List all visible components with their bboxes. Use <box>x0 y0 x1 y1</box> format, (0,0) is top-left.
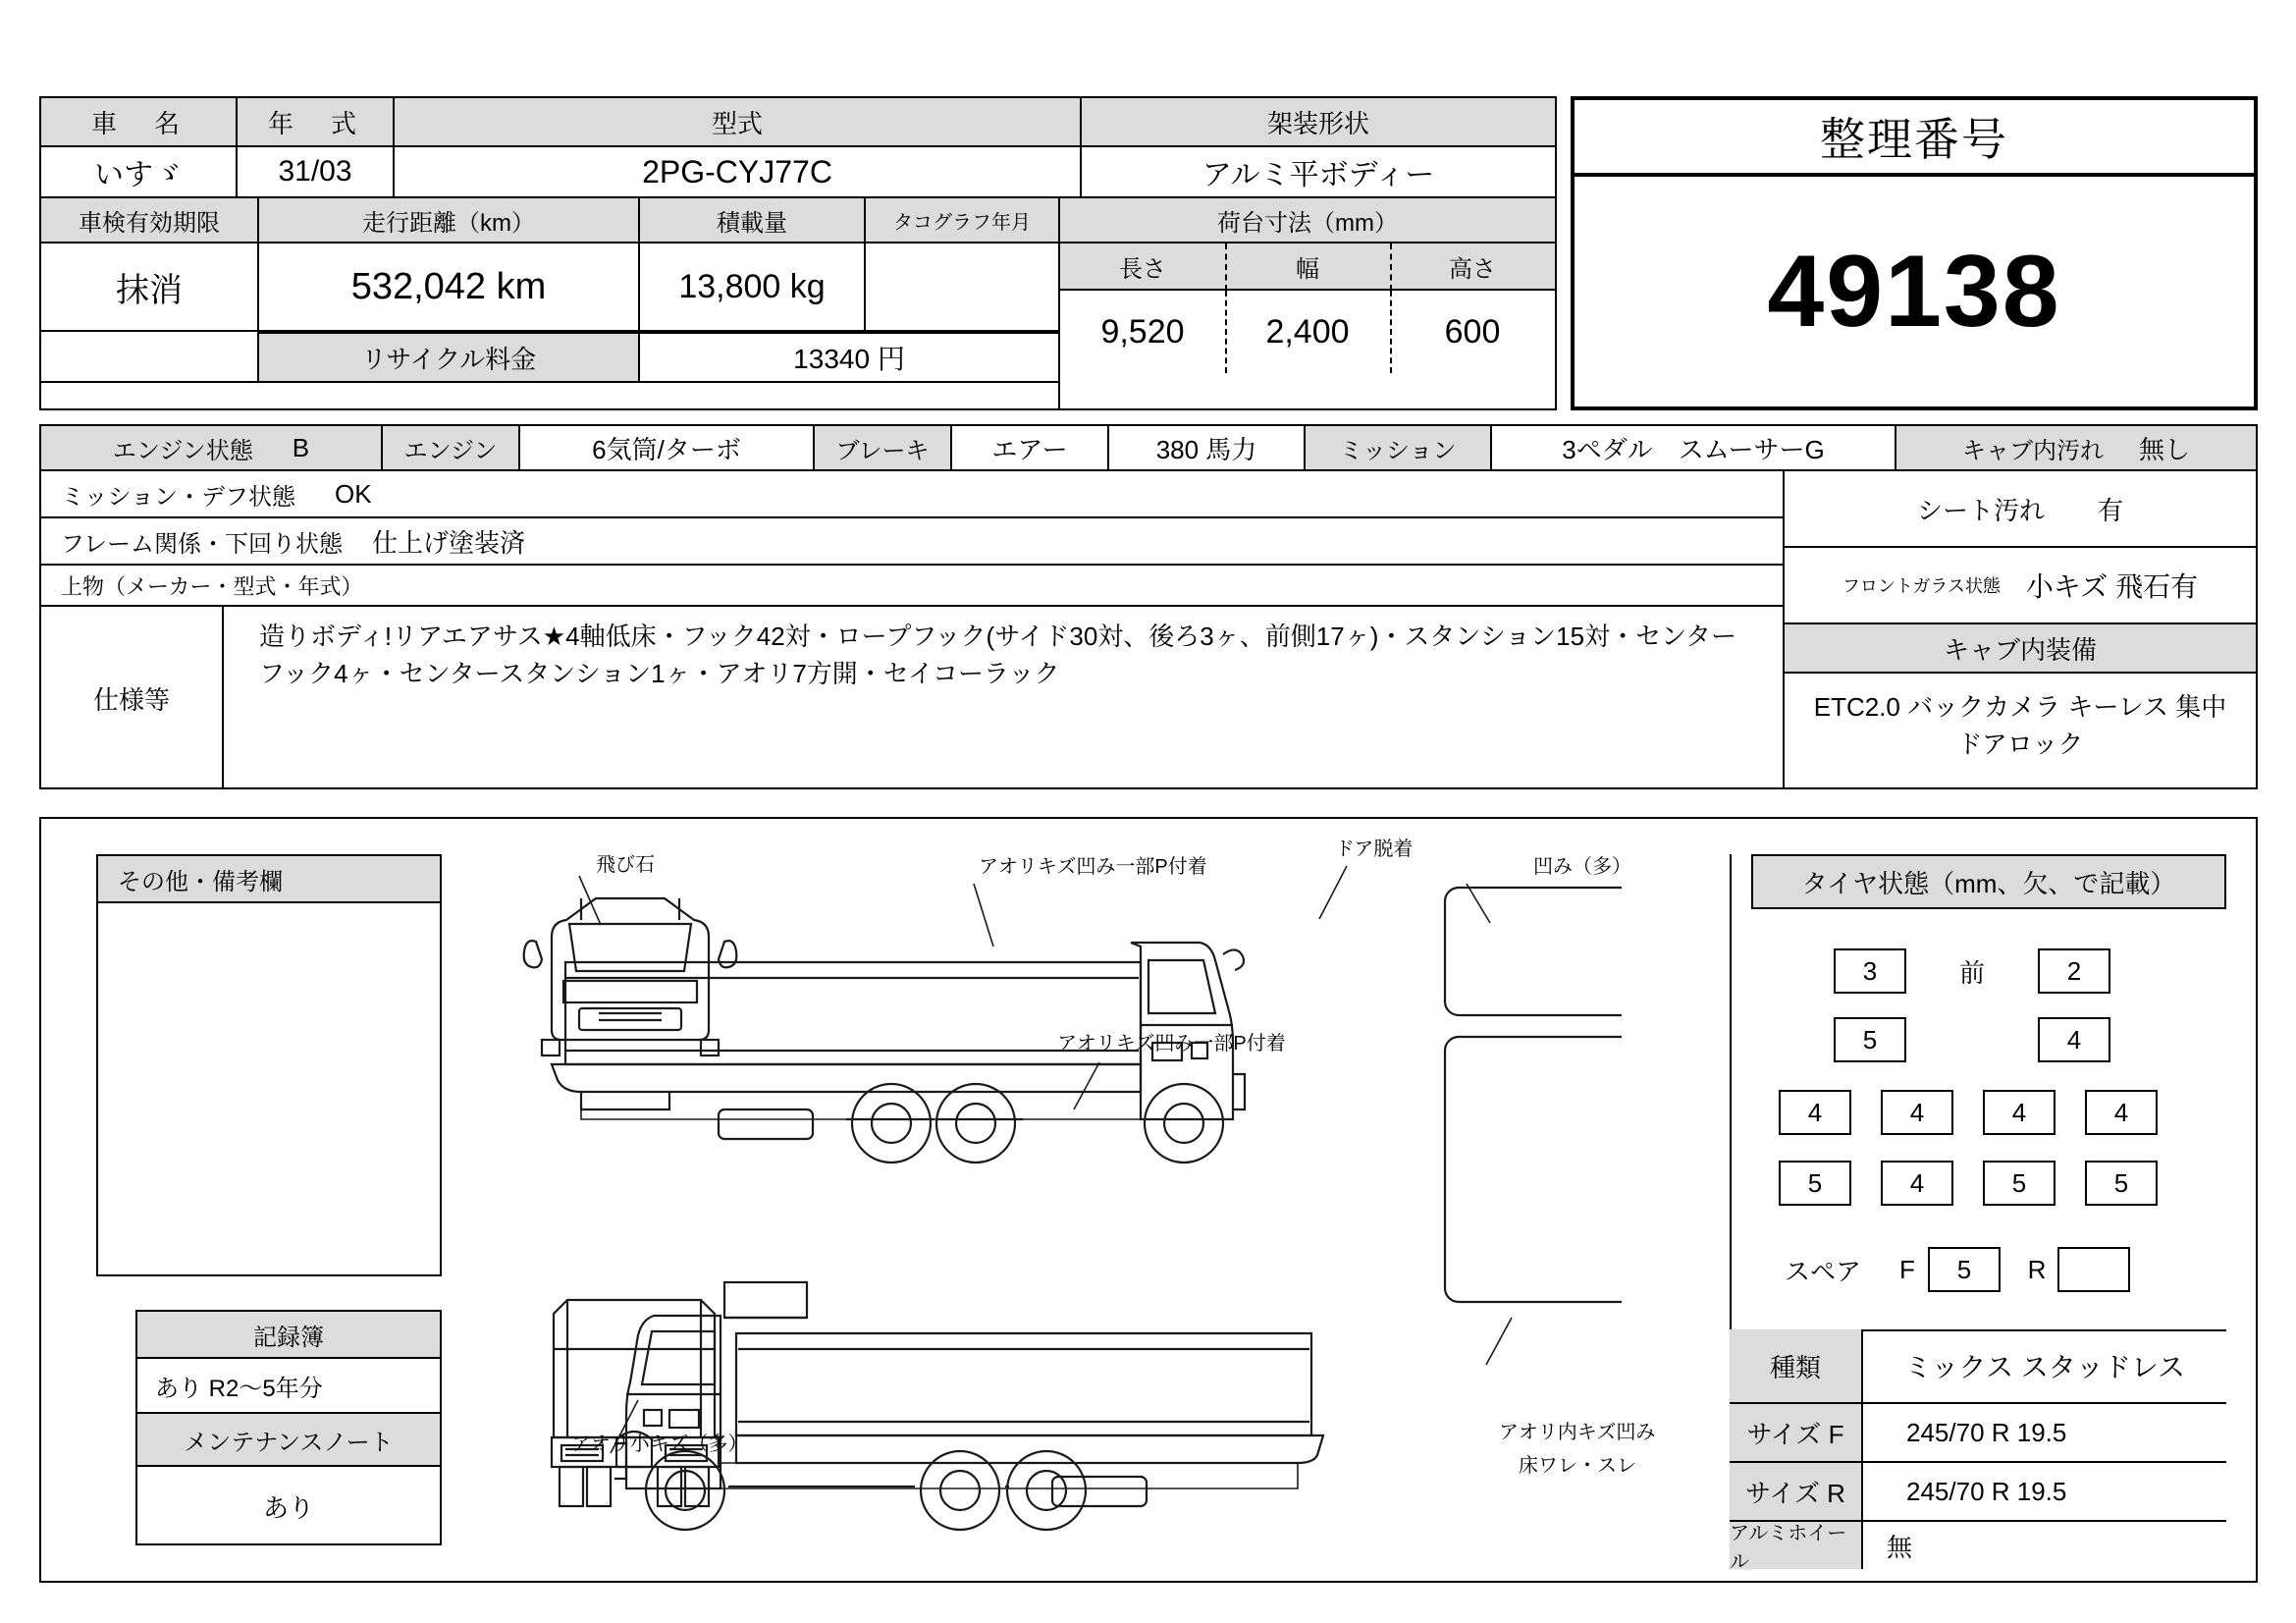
value-other-notes <box>98 903 440 1276</box>
label-body-shape: 架装形状 <box>1082 98 1555 147</box>
management-number-value: 49138 <box>1767 234 2061 349</box>
label-tire-type: 種類 <box>1730 1329 1863 1404</box>
tire-cell-6: 4 <box>1881 1090 1953 1135</box>
value-recycle-fee: 13340 円 <box>640 332 1060 381</box>
label-door: ドア脱着 <box>1335 839 1414 860</box>
value-tachograph <box>866 243 1060 332</box>
tire-cell-3: 5 <box>1834 1017 1906 1062</box>
value-size-rear: 245/70 R 19.5 <box>1863 1463 2226 1522</box>
label-alloy-wheel: アルミホイール <box>1730 1522 1863 1569</box>
frame-row: フレーム関係・下回り状態 仕上げ塗装済 <box>41 518 1785 566</box>
label-shiyou: 仕様等 <box>41 607 224 789</box>
value-tire-type: ミックス スタッドレス <box>1863 1329 2226 1404</box>
value-bed-length: 9,520 <box>1100 312 1185 351</box>
tire-cell-1: 3 <box>1834 948 1906 994</box>
label-car-name: 車 名 <box>41 98 238 147</box>
tire-cell-4: 4 <box>2038 1017 2110 1062</box>
label-flying-stone: 飛び石 <box>596 854 655 876</box>
label-record-book: 記録簿 <box>137 1312 440 1359</box>
value-car-name: いすゞ <box>41 147 238 198</box>
label-tachograph: タコグラフ年月 <box>866 198 1060 243</box>
value-record-book: あり R2〜5年分 <box>137 1359 440 1414</box>
engine-state-cell: エンジン状態 B <box>41 426 383 471</box>
value-shiyou: 造りボディ!リアエアサス★4軸低床・フック42対・ロープフック(サイド30対、後ろ3ヶ、前側17ヶ)・スタンション15対・センターフック4ヶ・センタースタンション1ヶ・アオリ7方開・セイコーラック <box>224 607 1785 789</box>
value-brake: エアー <box>952 426 1109 471</box>
value-power: 380 馬力 <box>1109 426 1306 471</box>
label-inspection: 車検有効期限 <box>41 198 259 243</box>
management-number-box <box>1571 96 2258 410</box>
vehicle-info-block <box>39 96 1557 410</box>
truck-diagrams <box>463 829 1622 1575</box>
tire-cell-2: 2 <box>2038 948 2110 994</box>
spare-front-label: F <box>1899 1254 1915 1284</box>
label-size-front: サイズ F <box>1730 1404 1863 1463</box>
value-size-front: 245/70 R 19.5 <box>1863 1404 2226 1463</box>
label-maintenance-note: メンテナンスノート <box>137 1414 440 1467</box>
value-engine: 6気筒/ターボ <box>520 426 815 471</box>
label-aori-inner-line2: 床ワレ・スレ <box>1519 1455 1636 1477</box>
label-aori-small-scratch: アオリ小キズ（多） <box>571 1434 748 1455</box>
label-aori-inner-line1: アオリ内キズ凹み <box>1499 1422 1656 1443</box>
label-bed-length: 長さ <box>1060 243 1225 291</box>
value-alloy-wheel: 無 <box>1887 1532 1913 1562</box>
value-type: 2PG-CYJ77C <box>395 147 1082 198</box>
value-distance: 532,042 km <box>259 243 640 332</box>
label-type: 型式 <box>395 98 1082 147</box>
label-recycle-fee: リサイクル料金 <box>259 332 640 381</box>
label-cabin-equipment: キャブ内装備 <box>1785 624 2256 674</box>
spare-label: スペア <box>1784 1256 1861 1286</box>
label-brake: ブレーキ <box>815 426 952 471</box>
body-maker-row: 上物（メーカー・型式・年式） <box>41 566 1785 607</box>
management-number-label: 整理番号 <box>1575 100 2254 177</box>
label-mission: ミッション <box>1306 426 1492 471</box>
tire-cell-5: 4 <box>1779 1090 1851 1135</box>
tire-cell-12: 5 <box>2085 1161 2158 1206</box>
tire-block <box>1730 854 2224 1573</box>
label-aori-front: アオリキズ凹み一部P付着 <box>979 856 1207 878</box>
cabin-dirt-cell: キャブ内汚れ 無し <box>1896 426 2256 471</box>
tire-cell-8: 4 <box>2085 1090 2158 1135</box>
record-book-box <box>135 1310 442 1545</box>
tire-cell-7: 4 <box>1983 1090 2056 1135</box>
inspection-diagram-block <box>39 817 2258 1583</box>
value-model-year: 31/03 <box>238 147 395 198</box>
value-inspection: 抹消 <box>41 243 259 332</box>
tire-cell-10: 4 <box>1881 1161 1953 1206</box>
mission-def-row: ミッション・デフ状態 OK <box>41 471 1785 518</box>
spare-front-value: 5 <box>1928 1247 2001 1292</box>
spare-rear-label: R <box>2027 1254 2047 1284</box>
label-model-year: 年 式 <box>238 98 395 147</box>
label-engine: エンジン <box>383 426 520 471</box>
label-load: 積載量 <box>640 198 866 243</box>
tire-cell-9: 5 <box>1779 1161 1851 1206</box>
other-notes-box <box>96 854 442 1276</box>
value-body-shape: アルミ平ボディー <box>1082 147 1555 198</box>
value-maintenance-note: あり <box>262 1492 314 1523</box>
label-size-rear: サイズ R <box>1730 1463 1863 1522</box>
front-glass-cell: フロントガラス状態 小キズ 飛石有 <box>1785 548 2256 624</box>
value-cabin-equipment: ETC2.0 バックカメラ キーレス 集中ドアロック <box>1813 692 2227 759</box>
label-bed-width: 幅 <box>1225 243 1390 291</box>
label-bed-height: 高さ <box>1390 243 1555 291</box>
spec-block <box>39 424 2258 789</box>
label-bed-size: 荷台寸法（mm） <box>1060 198 1555 243</box>
spare-rear-value <box>2057 1247 2130 1292</box>
value-bed-width: 2,400 <box>1265 312 1350 351</box>
tire-front-label: 前 <box>1958 957 1985 988</box>
label-distance: 走行距離（km） <box>259 198 640 243</box>
label-other-notes: その他・備考欄 <box>98 856 440 903</box>
label-dent: 凹み（多） <box>1533 856 1631 878</box>
value-bed-height: 600 <box>1444 312 1501 351</box>
value-load: 13,800 kg <box>640 243 866 332</box>
tire-cell-11: 5 <box>1983 1161 2056 1206</box>
seat-dirt-cell: シート汚れ 有 <box>1785 471 2256 548</box>
value-mission: 3ペダル スムーサーG <box>1492 426 1896 471</box>
tire-title: タイヤ状態（mm、欠、で記載） <box>1751 854 2226 909</box>
label-aori-side: アオリキズ凹み一部P付着 <box>1057 1033 1286 1055</box>
